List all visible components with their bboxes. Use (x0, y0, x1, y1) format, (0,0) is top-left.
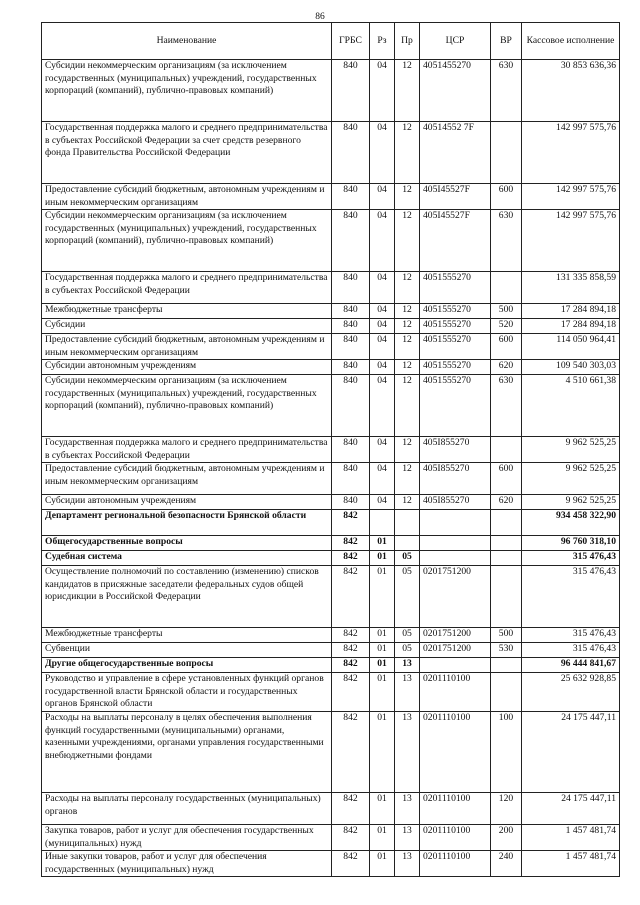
row-name: Субсидии некоммерческим организациям (за исключением государственных (муниципальных) учреждений, государственных корпораций (компаний), публично-правовых компаний) (42, 60, 332, 122)
row-vr: 600 (491, 463, 522, 495)
row-name: Судебная система (42, 551, 332, 566)
table-row (42, 184, 620, 210)
row-csr: 405I855270 (420, 495, 491, 510)
row-sum: 142 997 575,76 (522, 184, 620, 210)
row-pr: 12 (395, 360, 420, 375)
row-rz: 01 (370, 658, 395, 673)
row-grbs: 842 (332, 673, 370, 712)
row-vr: 240 (491, 851, 522, 877)
table-row (42, 360, 620, 375)
row-name: Предоставление субсидий бюджетным, автономным учреждениям и иным некоммерческим организациям (42, 463, 332, 495)
row-csr (420, 658, 491, 673)
row-sum: 9 962 525,25 (522, 495, 620, 510)
row-sum: 109 540 303,03 (522, 360, 620, 375)
row-csr: 4051555270 (420, 360, 491, 375)
page-number: 86 (315, 12, 325, 22)
row-vr: 120 (491, 793, 522, 825)
row-name: Субсидии некоммерческим организациям (за исключением государственных (муниципальных) учреждений, государственных корпораций (компаний), публично-правовых компаний) (42, 210, 332, 272)
row-grbs: 840 (332, 334, 370, 360)
table-row (42, 628, 620, 643)
row-pr: 12 (395, 184, 420, 210)
row-name: Иные закупки товаров, работ и услуг для обеспечения государственных (муниципальных) нужд (42, 851, 332, 877)
row-grbs: 840 (332, 463, 370, 495)
row-name: Закупка товаров, работ и услуг для обеспечения государственных (муниципальных) нужд (42, 825, 332, 851)
row-name: Субвенции (42, 643, 332, 658)
row-vr (491, 272, 522, 304)
row-pr (395, 536, 420, 551)
row-csr: 405I45527F (420, 210, 491, 272)
row-csr: 4051555270 (420, 375, 491, 437)
table-row (42, 463, 620, 495)
row-rz: 01 (370, 551, 395, 566)
row-pr: 12 (395, 60, 420, 122)
row-pr: 12 (395, 210, 420, 272)
row-grbs: 842 (332, 536, 370, 551)
row-vr (491, 566, 522, 628)
header-pr: Пр (395, 23, 420, 60)
row-name: Государственная поддержка малого и среднего предпринимательства в субъектах Российской Федерации за счет средств резервного фонда Правительства Российской Федерации (42, 122, 332, 184)
row-rz: 04 (370, 319, 395, 334)
row-sum: 114 050 964,41 (522, 334, 620, 360)
row-sum: 315 476,43 (522, 628, 620, 643)
table-row (42, 658, 620, 673)
row-name: Другие общегосударственные вопросы (42, 658, 332, 673)
table-row (42, 793, 620, 825)
row-name: Общегосударственные вопросы (42, 536, 332, 551)
row-name: Субсидии некоммерческим организациям (за исключением государственных (муниципальных) учреждений, государственных корпораций (компаний), публично-правовых компаний) (42, 375, 332, 437)
row-grbs: 842 (332, 628, 370, 643)
row-pr: 12 (395, 272, 420, 304)
row-grbs: 840 (332, 319, 370, 334)
row-csr: 0201751200 (420, 566, 491, 628)
row-sum: 24 175 447,11 (522, 793, 620, 825)
row-csr: 0201110100 (420, 851, 491, 877)
row-vr: 600 (491, 334, 522, 360)
header-rz: Рз (370, 23, 395, 60)
table-row (42, 272, 620, 304)
row-sum: 315 476,43 (522, 566, 620, 628)
row-sum: 9 962 525,25 (522, 463, 620, 495)
row-sum: 142 997 575,76 (522, 210, 620, 272)
row-csr: 0201110100 (420, 712, 491, 793)
row-rz: 01 (370, 712, 395, 793)
row-sum: 25 632 928,85 (522, 673, 620, 712)
row-rz: 04 (370, 122, 395, 184)
row-rz: 01 (370, 566, 395, 628)
row-rz: 01 (370, 628, 395, 643)
row-name: Руководство и управление в сфере установленных функций органов государственной власти Брянской области и государственных органов Брянской области (42, 673, 332, 712)
row-pr: 12 (395, 437, 420, 463)
row-pr: 12 (395, 463, 420, 495)
row-vr (491, 673, 522, 712)
table-row (42, 825, 620, 851)
row-vr: 630 (491, 375, 522, 437)
row-rz: 01 (370, 643, 395, 658)
row-sum: 934 458 322,90 (522, 510, 620, 536)
row-rz: 01 (370, 536, 395, 551)
row-rz: 04 (370, 360, 395, 375)
budget-execution-table (41, 22, 620, 877)
table-row (42, 334, 620, 360)
row-pr: 13 (395, 793, 420, 825)
row-pr: 12 (395, 495, 420, 510)
row-pr: 12 (395, 122, 420, 184)
row-rz: 04 (370, 437, 395, 463)
table-row (42, 510, 620, 536)
row-grbs: 840 (332, 122, 370, 184)
row-rz: 04 (370, 184, 395, 210)
row-rz: 04 (370, 463, 395, 495)
row-csr: 4051455270 (420, 60, 491, 122)
row-grbs: 842 (332, 712, 370, 793)
row-grbs: 842 (332, 825, 370, 851)
table-header-row (42, 23, 620, 60)
row-csr: 0201110100 (420, 673, 491, 712)
row-rz: 01 (370, 673, 395, 712)
table-row (42, 375, 620, 437)
row-sum: 1 457 481,74 (522, 825, 620, 851)
row-grbs: 840 (332, 495, 370, 510)
row-name: Расходы на выплаты персоналу государственных (муниципальных) органов (42, 793, 332, 825)
row-csr (420, 510, 491, 536)
row-grbs: 840 (332, 437, 370, 463)
row-pr: 12 (395, 304, 420, 319)
row-pr: 05 (395, 551, 420, 566)
row-rz (370, 510, 395, 536)
row-rz: 04 (370, 495, 395, 510)
table-row (42, 122, 620, 184)
row-pr: 12 (395, 334, 420, 360)
row-name: Расходы на выплаты персоналу в целях обеспечения выполнения функций государственными (муниципальными) органами, казенными учреждениями, органами управления государственными внебюджетными фондами (42, 712, 332, 793)
row-sum: 96 444 841,67 (522, 658, 620, 673)
row-sum: 315 476,43 (522, 551, 620, 566)
row-sum: 96 760 318,10 (522, 536, 620, 551)
table-row (42, 712, 620, 793)
row-pr: 13 (395, 712, 420, 793)
row-rz: 01 (370, 851, 395, 877)
table-row (42, 551, 620, 566)
table-row (42, 304, 620, 319)
row-pr (395, 510, 420, 536)
row-name: Осуществление полномочий по составлению (изменению) списков кандидатов в присяжные заседатели федеральных судов общей юрисдикции в Российской Федерации (42, 566, 332, 628)
row-pr: 13 (395, 658, 420, 673)
row-grbs: 842 (332, 551, 370, 566)
row-csr: 0201751200 (420, 643, 491, 658)
row-rz: 04 (370, 210, 395, 272)
row-sum: 1 457 481,74 (522, 851, 620, 877)
row-pr: 12 (395, 375, 420, 437)
table-row (42, 437, 620, 463)
row-vr: 620 (491, 360, 522, 375)
row-csr: 4051555270 (420, 319, 491, 334)
row-grbs: 842 (332, 793, 370, 825)
row-vr: 530 (491, 643, 522, 658)
row-grbs: 840 (332, 60, 370, 122)
row-vr: 200 (491, 825, 522, 851)
header-vr: ВР (491, 23, 522, 60)
row-name: Департамент региональной безопасности Брянской области (42, 510, 332, 536)
header-csr: ЦСР (420, 23, 491, 60)
table-row (42, 210, 620, 272)
row-rz: 01 (370, 825, 395, 851)
row-grbs: 840 (332, 272, 370, 304)
row-name: Предоставление субсидий бюджетным, автономным учреждениям и иным некоммерческим организациям (42, 184, 332, 210)
row-grbs: 840 (332, 360, 370, 375)
table-row (42, 643, 620, 658)
row-grbs: 840 (332, 184, 370, 210)
row-sum: 131 335 858,59 (522, 272, 620, 304)
row-vr: 500 (491, 304, 522, 319)
row-sum: 9 962 525,25 (522, 437, 620, 463)
row-grbs: 840 (332, 304, 370, 319)
row-rz: 01 (370, 793, 395, 825)
row-csr: 405I45527F (420, 184, 491, 210)
row-csr: 40514552 7F (420, 122, 491, 184)
row-csr: 4051555270 (420, 304, 491, 319)
row-vr: 520 (491, 319, 522, 334)
row-csr: 0201110100 (420, 825, 491, 851)
row-sum: 4 510 661,38 (522, 375, 620, 437)
row-name: Субсидии (42, 319, 332, 334)
row-csr (420, 536, 491, 551)
row-rz: 04 (370, 334, 395, 360)
row-pr: 13 (395, 673, 420, 712)
row-grbs: 840 (332, 375, 370, 437)
row-name: Предоставление субсидий бюджетным, автономным учреждениям и иным некоммерческим организациям (42, 334, 332, 360)
row-pr: 05 (395, 643, 420, 658)
table-row (42, 60, 620, 122)
row-grbs: 842 (332, 643, 370, 658)
header-grbs: ГРБС (332, 23, 370, 60)
row-csr: 405I855270 (420, 463, 491, 495)
table-row (42, 851, 620, 877)
row-csr: 0201110100 (420, 793, 491, 825)
row-rz: 04 (370, 375, 395, 437)
header-sum: Кассовое исполнение (522, 23, 620, 60)
row-vr: 630 (491, 60, 522, 122)
row-vr: 630 (491, 210, 522, 272)
row-vr (491, 551, 522, 566)
row-name: Субсидии автономным учреждениям (42, 495, 332, 510)
row-vr (491, 658, 522, 673)
row-pr: 13 (395, 825, 420, 851)
row-vr (491, 437, 522, 463)
table-row (42, 495, 620, 510)
row-sum: 315 476,43 (522, 643, 620, 658)
row-csr: 4051555270 (420, 272, 491, 304)
row-rz: 04 (370, 60, 395, 122)
row-pr: 13 (395, 851, 420, 877)
row-pr: 05 (395, 628, 420, 643)
row-grbs: 842 (332, 566, 370, 628)
row-vr: 620 (491, 495, 522, 510)
row-pr: 05 (395, 566, 420, 628)
row-sum: 17 284 894,18 (522, 304, 620, 319)
row-name: Государственная поддержка малого и среднего предпринимательства в субъектах Российской Федерации (42, 272, 332, 304)
row-grbs: 842 (332, 851, 370, 877)
row-sum: 24 175 447,11 (522, 712, 620, 793)
header-name: Наименование (42, 23, 332, 60)
row-rz: 04 (370, 272, 395, 304)
row-vr: 100 (491, 712, 522, 793)
row-vr (491, 510, 522, 536)
row-rz: 04 (370, 304, 395, 319)
row-csr: 4051555270 (420, 334, 491, 360)
table-row (42, 536, 620, 551)
row-name: Межбюджетные трансферты (42, 304, 332, 319)
row-csr: 405I855270 (420, 437, 491, 463)
row-csr: 0201751200 (420, 628, 491, 643)
row-grbs: 842 (332, 658, 370, 673)
row-grbs: 842 (332, 510, 370, 536)
row-name: Межбюджетные трансферты (42, 628, 332, 643)
table-row (42, 673, 620, 712)
row-grbs: 840 (332, 210, 370, 272)
row-vr: 600 (491, 184, 522, 210)
table-row (42, 566, 620, 628)
row-sum: 17 284 894,18 (522, 319, 620, 334)
table-body (42, 60, 620, 877)
row-csr (420, 551, 491, 566)
row-sum: 142 997 575,76 (522, 122, 620, 184)
row-pr: 12 (395, 319, 420, 334)
row-vr: 500 (491, 628, 522, 643)
row-name: Субсидии автономным учреждениям (42, 360, 332, 375)
row-sum: 30 853 636,36 (522, 60, 620, 122)
table-row (42, 319, 620, 334)
row-vr (491, 536, 522, 551)
row-vr (491, 122, 522, 184)
row-name: Государственная поддержка малого и среднего предпринимательства в субъектах Российской Федерации (42, 437, 332, 463)
